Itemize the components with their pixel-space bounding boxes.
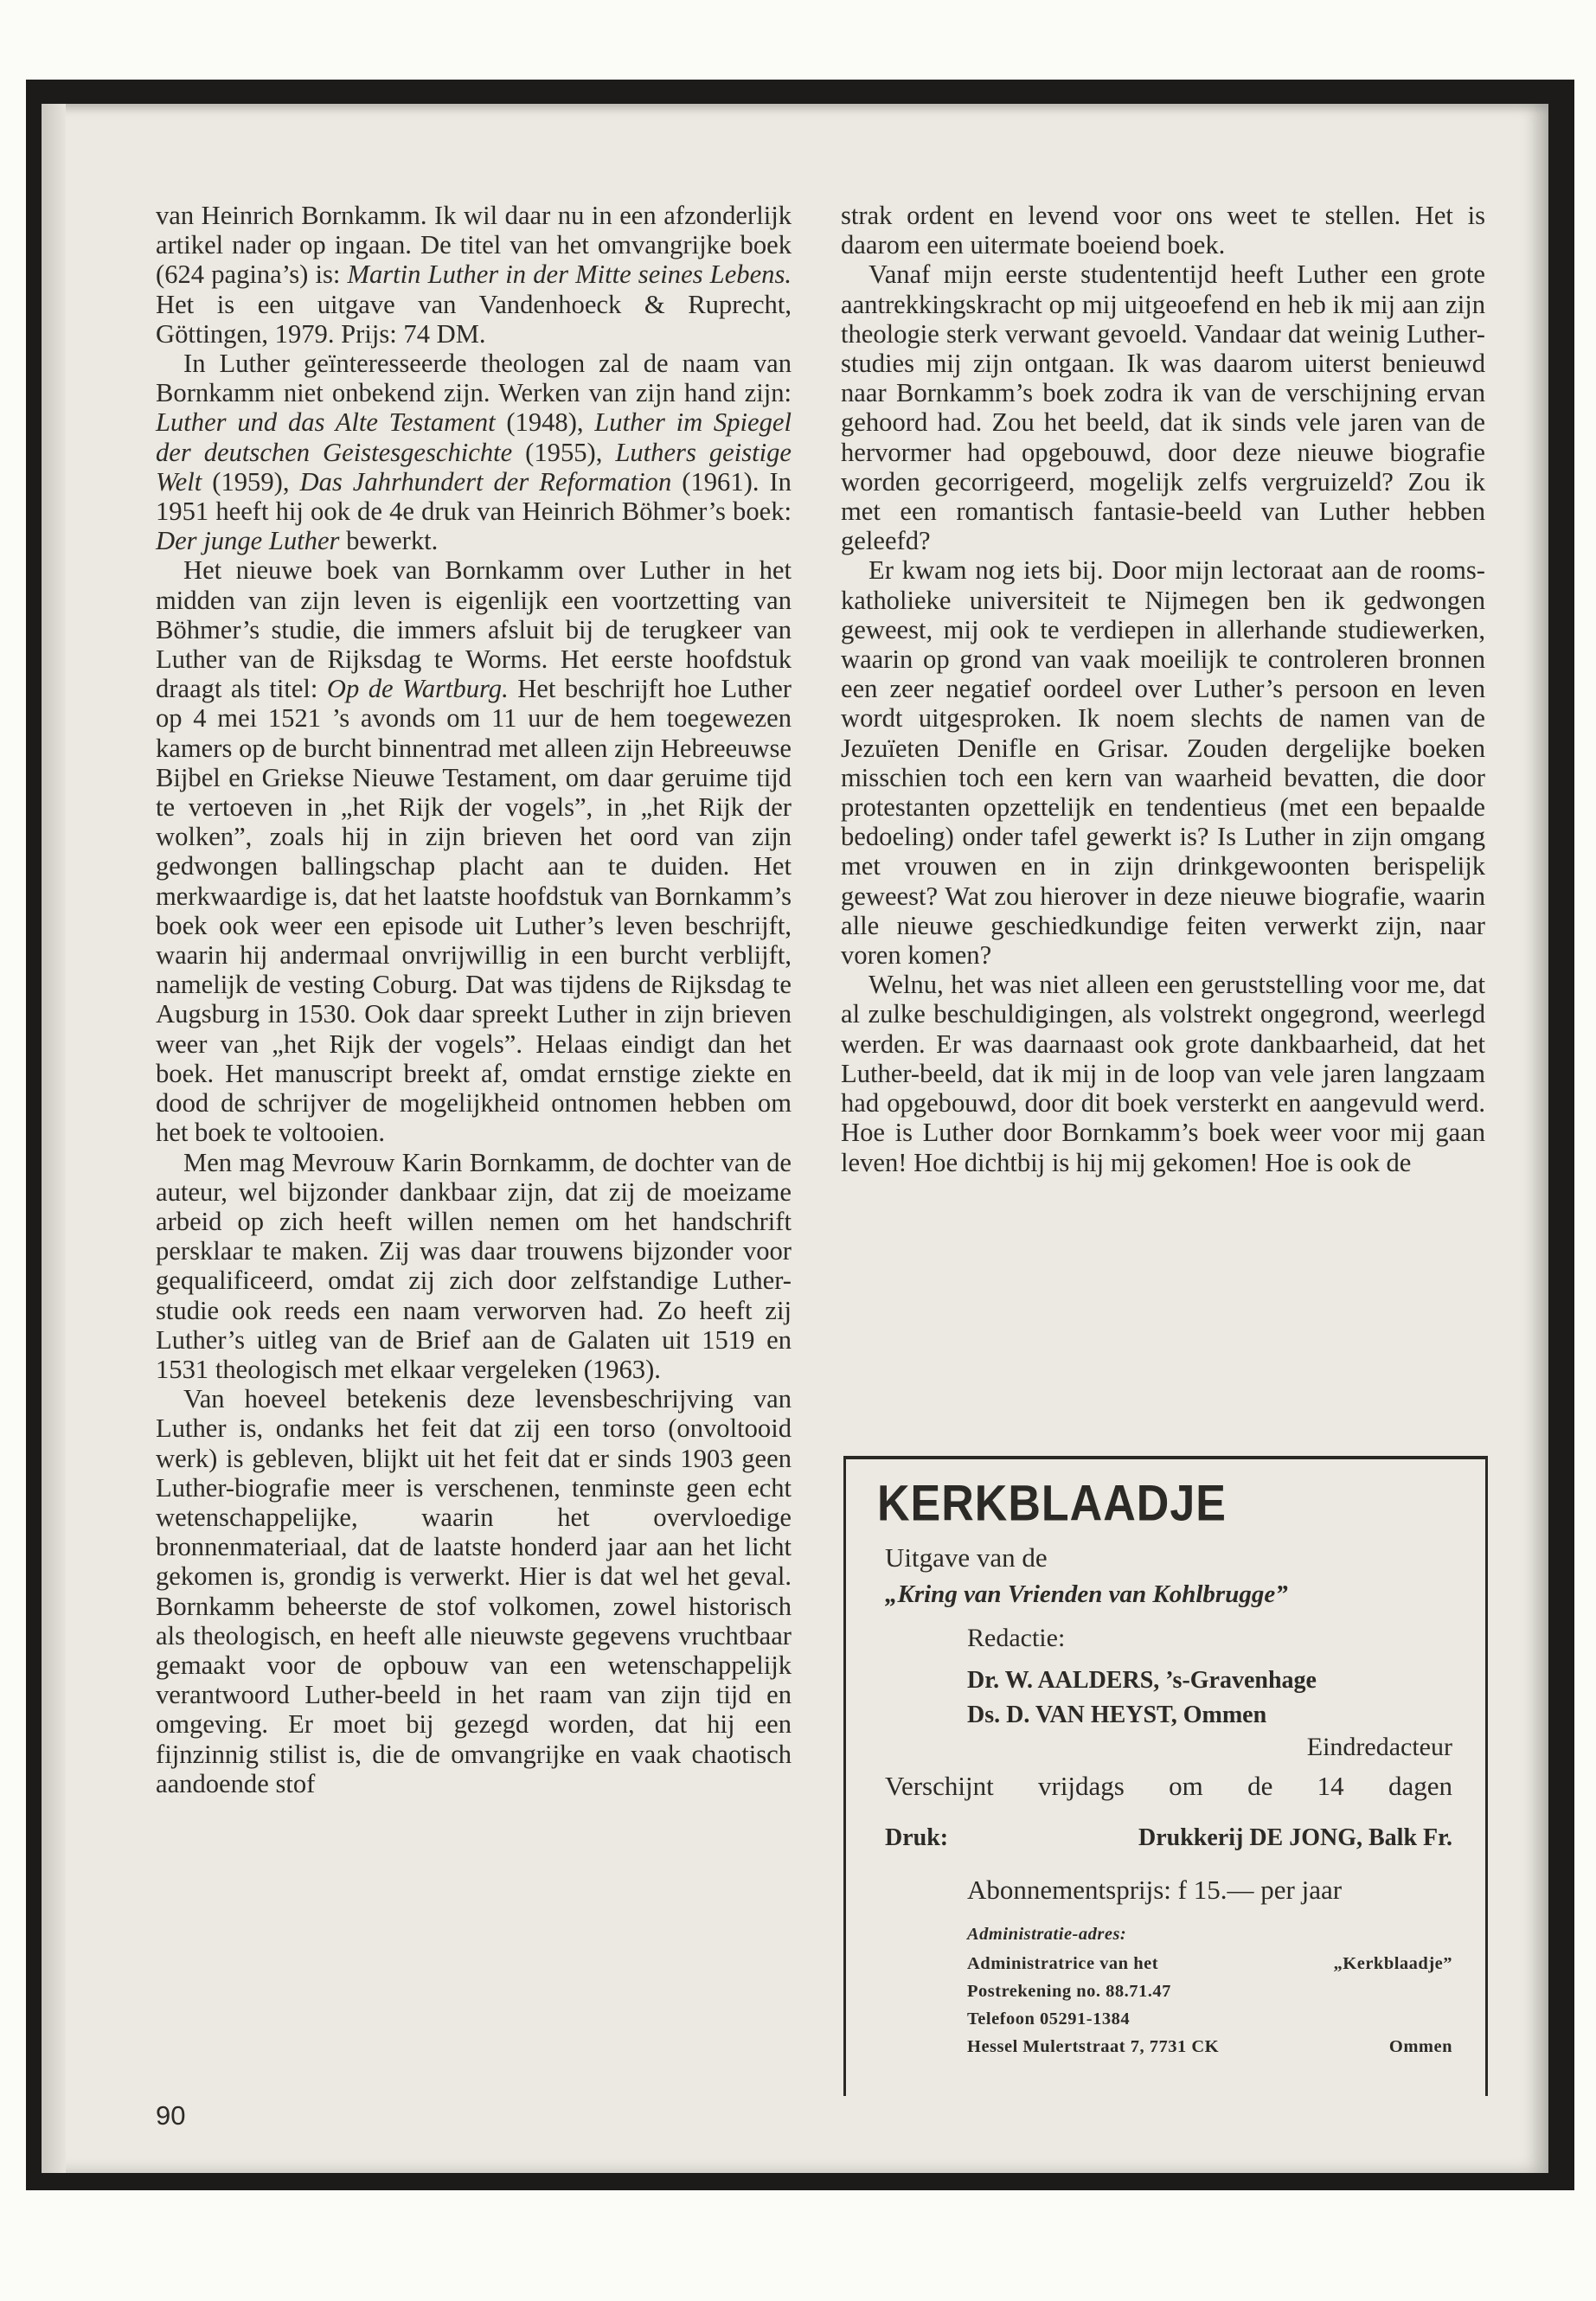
text-run: bewerkt. bbox=[339, 526, 439, 556]
text-run: Er kwam nog iets bij. Door mijn lectoraat aan de rooms-katholieke universiteit te Nijmegen ben ik gedwongen geweest, mij ook te verdiepen in allerhande studiewerken, waarin op grond van vaak moeilijk te controleren bronnen een zeer negatief oordeel over Luther’s persoon en leven wordt uitgesproken. Ik noem slechts de namen van de Jezuïeten Denifle en Grisar. Zouden dergelijke boeken misschien toch een kern van waarheid bevatten, die door protestanten opzettelijk en tendentieus (met een bepaalde bedoeling) onder tafel gewerkt is? Is Luther in zijn omgang met vrouwen en in zijn drinkgewoonten berispelijk geweest? Wat zou hierover in deze nieuwe biografie, waarin alle nieuwe geschiedkundige feiten verwerkt zijn, naar voren komen? bbox=[841, 555, 1485, 971]
verschijnt-word: vrijdags bbox=[1038, 1771, 1125, 1801]
paragraph bbox=[841, 201, 1485, 260]
text-run: Men mag Mevrouw Karin Bornkamm, de dochter van de auteur, wel bijzonder dankbaar zijn, dat zij de moeizame arbeid op zich heeft willen nemen om het handschrift persklaar te maken. Zij was daar trouwens bijzonder voor gequalificeerd, omdat zij zich door zelfstandige Luther-studie ook reeds een naam verworven had. Zo heeft zij Luther’s uitleg van de Brief aan de Galaten uit 1519 en 1531 theologisch met elkaar vergeleken (1963). bbox=[156, 1147, 792, 1384]
italic-title: Der junge Luther bbox=[156, 526, 340, 556]
colophon-kring: „Kring van Vrienden van Kohlbrugge” bbox=[885, 1580, 1288, 1608]
colophon-editor-2: Ds. D. VAN HEYST, Ommen bbox=[967, 1702, 1267, 1728]
page-number: 90 bbox=[156, 2100, 186, 2131]
italic-title: Das Jahrhundert der Reformation bbox=[299, 466, 672, 497]
colophon-admin-line-4 bbox=[967, 2037, 1452, 2057]
druk-label: Druk: bbox=[885, 1824, 949, 1851]
paragraph bbox=[841, 555, 1485, 970]
druk-printer: Drukkerij DE JONG, Balk Fr. bbox=[1138, 1824, 1452, 1851]
colophon-title: KERKBLAADJE bbox=[877, 1476, 1227, 1533]
colophon-editor-1: Dr. W. AALDERS, ’s-Gravenhage bbox=[967, 1667, 1317, 1694]
colophon-admin-line-1 bbox=[967, 1954, 1452, 1974]
text-run: In Luther geïnteresseerde theologen zal de naam van Bornkamm niet onbekend zijn. Werken van zijn hand zijn: bbox=[156, 349, 792, 408]
text-run: Het beschrijft hoe Luther op 4 mei 1521 ’s avonds om 11 uur de hem toegewezen kamers op de burcht binnentrad met alleen zijn Hebreeuwse Bijbel en Griekse Nieuwe Testament, om daar geruime tijd te vertoeven in „het Rijk der vogels”, in „het Rijk der wolken”, zoals hij in zijn brieven het oord van zijn gedwongen ballingschap placht aan te duiden. Het merkwaardige is, dat het laatste hoofdstuk van Bornkamm’s boek ook weer een episode uit Luther’s leven beschrijft, waarin hij andermaal onvrijwillig in een burcht verblijft, namelijk de vesting Coburg. Dat was tijdens de Rijksdag te Augsburg in 1530. Ook daar spreekt Luther in zijn brieven weer van „het Rijk der vogels”. Helaas eindigt dan het boek. Het manuscript breekt af, omdat ernstige ziekte en dood de schrijver de mogelijkheid ontnomen hebben om het boek te voltooien. bbox=[156, 674, 792, 1148]
paragraph bbox=[841, 970, 1485, 1176]
paragraph bbox=[156, 1384, 792, 1798]
text-run: (1961). In 1951 heeft hij ook de 4e druk van Heinrich Böhmer’s boek: bbox=[156, 466, 792, 527]
admin-line-4b: Ommen bbox=[1388, 2037, 1452, 2056]
colophon-redactie-label: Redactie: bbox=[967, 1624, 1066, 1652]
italic-title: Luther und das Alte Testament bbox=[156, 407, 496, 438]
left-text-column bbox=[156, 201, 792, 1798]
colophon-subtitle: Uitgave van de bbox=[885, 1542, 1048, 1573]
text-run: (1955), bbox=[512, 437, 616, 467]
verschijnt-word: Verschijnt bbox=[885, 1771, 994, 1801]
paragraph bbox=[841, 260, 1485, 555]
paragraph bbox=[156, 1148, 792, 1385]
kerkblaadje-colophon-box bbox=[843, 1456, 1488, 2096]
italic-title: Martin Luther in der Mitte seines Lebens. bbox=[347, 260, 792, 290]
colophon-abonnement: Abonnementsprijs: f 15.— per jaar bbox=[967, 1875, 1343, 1905]
admin-line-1a: Administratrice van het bbox=[967, 1954, 1159, 1973]
text-run: Het nieuwe boek van Bornkamm over Luther in het midden van zijn leven is eigenlijk een voortzetting van Böhmer’s studie, die immers afsluit bij de terugkeer van Luther van de Rijksdag te Worms. Het eerste hoofdstuk draagt als titel: bbox=[156, 555, 792, 704]
admin-line-4a: Hessel Mulertstraat 7, 7731 CK bbox=[967, 2037, 1220, 2056]
paragraph bbox=[156, 555, 792, 1147]
text-run: (1959), bbox=[202, 466, 300, 497]
text-run: Van hoeveel betekenis deze levensbeschrijving van Luther is, ondanks het feit dat zij een torso (onvoltooid werk) is gebleven, blijkt uit het feit dat er sinds 1903 geen Luther-biografie meer is verschenen, tenminste geen echt wetenschappelijke, waarin het overvloedige bronnenmateriaal, dat de laatste honderd jaar aan het licht gekomen is, grondig is verwerkt. Hier is dat wel het geval. Bornkamm beheerste de stof volkomen, zowel historisch als theologisch, en heeft alle nieuwste gegevens vruchtbaar gemaakt voor de opbouw van een wetenschappelijk verantwoord Luther-beeld in het raam van zijn tijd en omgeving. Er moet bij gezegd worden, dat hij een fijnzinnig stilist is, die de omvangrijke en vaak chaotisch aandoende stof bbox=[156, 1384, 792, 1798]
admin-line-1b: „Kerkblaadje” bbox=[1333, 1954, 1452, 1973]
verschijnt-word: dagen bbox=[1388, 1771, 1452, 1801]
paragraph bbox=[156, 201, 792, 349]
italic-title: Luther im Spiegel der deutschen Geistesgeschichte bbox=[156, 407, 792, 467]
verschijnt-word: 14 bbox=[1317, 1771, 1344, 1801]
italic-title: Luthers geistige Welt bbox=[156, 437, 792, 497]
colophon-admin-line-3: Telefoon 05291-1384 bbox=[967, 2009, 1131, 2029]
text-run: strak ordent en levend voor ons weet te stellen. Het is daarom een uitermate boeiend boek. bbox=[841, 201, 1485, 260]
colophon-eindredacteur: Eindredacteur bbox=[1306, 1733, 1452, 1761]
text-run: (1948), bbox=[495, 407, 595, 438]
text-run: Het is een uitgave van Vandenhoeck & Ruprecht, Göttingen, 1979. Prijs: 74 DM. bbox=[156, 289, 792, 349]
text-run: Welnu, het was niet alleen een geruststelling voor me, dat al zulke beschuldigingen, als volstrekt ongegrond, weerlegd werden. Er was daarnaast ook grote dankbaarheid, dat het Luther-beeld, dat ik mij in de loop van vele jaren langzaam had opgebouwd, door dit boek versterkt en aangevuld werd. Hoe is Luther door Bornkamm’s boek weer voor mij gaan leven! Hoe dichtbij is hij mij gekomen! Hoe is ook de bbox=[841, 970, 1485, 1177]
colophon-admin-title: Administratie-adres: bbox=[967, 1925, 1127, 1944]
text-run: van Heinrich Bornkamm. Ik wil daar nu in een afzonderlijk artikel nader op ingaan. De titel van het omvangrijke boek (624 pagina’s) is: bbox=[156, 201, 792, 290]
right-text-column bbox=[841, 201, 1485, 1177]
page-gutter-shadow bbox=[42, 104, 66, 2173]
colophon-druk bbox=[885, 1824, 1452, 1852]
colophon-admin-line-2: Postrekening no. 88.71.47 bbox=[967, 1982, 1171, 2001]
colophon-verschijnt bbox=[885, 1771, 1452, 1802]
italic-title: Op de Wartburg. bbox=[326, 674, 509, 704]
verschijnt-word: de bbox=[1247, 1771, 1273, 1801]
verschijnt-word: om bbox=[1169, 1771, 1203, 1801]
paragraph bbox=[156, 349, 792, 555]
text-run: Vanaf mijn eerste studententijd heeft Luther een grote aantrekkingskracht op mij uitgeoefend en heb ik mij aan zijn theologie sterk verwant gevoeld. Vandaar dat weinig Luther-studies mij zijn ontgaan. Ik was daarom uiterst benieuwd naar Bornkamm’s boek zodra ik van de verschijning ervan gehoord had. Zou het beeld, dat ik sinds vele jaren van de hervormer had opgebouwd, door deze nieuwe biografie worden gecorrigeerd, mogelijk zelfs vergruizeld? Zou ik met een romantisch fantasie-beeld van Luther hebben geleefd? bbox=[841, 260, 1485, 556]
